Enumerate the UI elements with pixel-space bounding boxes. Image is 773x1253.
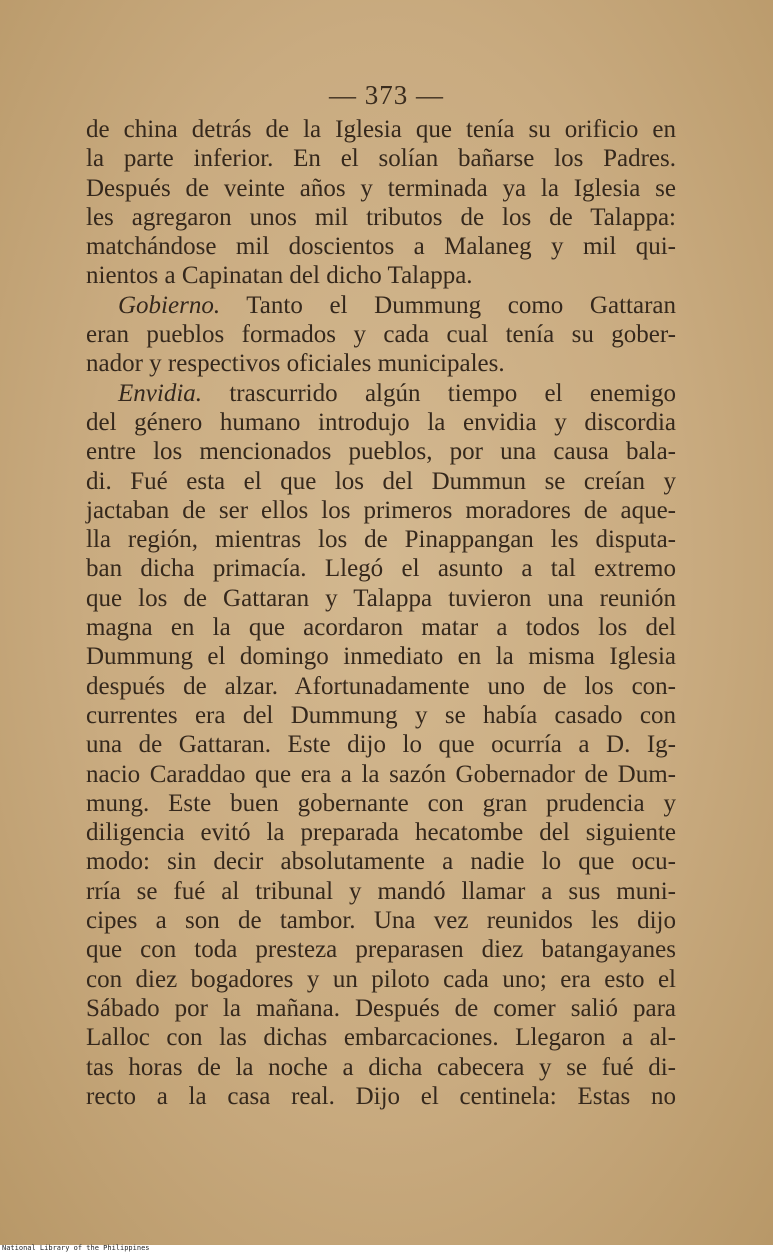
text-line: cipes a son de tambor. Una vez reunidos les dijo xyxy=(86,907,676,935)
text-line: nacio Caraddao que era a la sazón Gobernador de Dum- xyxy=(86,760,676,788)
text-line: entre los mencionados pueblos, por una causa bala- xyxy=(86,438,676,466)
text-line: del género humano introdujo la envidia y discordia xyxy=(86,408,676,436)
text-line: nador y respectivos oficiales municipales. xyxy=(86,350,505,378)
text-line: Lalloc con las dichas embarcaciones. Llegaron a al- xyxy=(86,1024,676,1052)
text-line: que los de Gattaran y Talappa tuvieron una reunión xyxy=(86,584,676,612)
text-line: con diez bogadores y un piloto cada uno; era esto el xyxy=(86,965,676,993)
section-heading-envidia: Envidia. xyxy=(118,379,203,407)
text-line: jactaban de ser ellos los primeros moradores de aque- xyxy=(86,496,676,524)
footer-strip xyxy=(0,1245,773,1253)
text-line: Sábado por la mañana. Después de comer salió para xyxy=(86,994,676,1022)
text-line-rest: trascurrido algún tiempo el enemigo xyxy=(202,379,676,407)
section-line-envidia xyxy=(86,379,676,408)
text-line: después de alzar. Afortunadamente uno de los con- xyxy=(86,672,676,700)
text-line: rría se fué al tribunal y mandó llamar a sus muni- xyxy=(86,877,676,905)
section-heading-gobierno: Gobierno. xyxy=(118,291,221,319)
text-line: Dummung el domingo inmediato en la misma Iglesia xyxy=(86,643,676,671)
text-line: de china detrás de la Iglesia que tenía su orificio en xyxy=(86,116,676,143)
text-line: la parte inferior. En el solían bañarse los Padres. xyxy=(86,145,676,173)
body-text xyxy=(86,115,676,1111)
text-line: magna en la que acordaron matar a todos los del xyxy=(86,614,676,642)
text-line: Después de veinte años y terminada ya la Iglesia se xyxy=(86,174,676,202)
text-line: una de Gattaran. Este dijo lo que ocurría a D. Ig- xyxy=(86,731,676,759)
text-line: tas horas de la noche a dicha cabecera y se fué di- xyxy=(86,1053,676,1081)
text-line: ban dicha primacía. Llegó el asunto a tal extremo xyxy=(86,555,676,583)
text-line: nientos a Capinatan del dicho Talappa. xyxy=(86,262,473,290)
text-line: les agregaron unos mil tributos de los de Talappa: xyxy=(86,203,676,231)
text-line: currentes era del Dummung y se había casado con xyxy=(86,701,676,729)
page-number: — 373 — xyxy=(329,80,444,110)
text-line: di. Fué esta el que los del Dummun se creían y xyxy=(86,467,676,495)
text-line: matchándose mil doscientos a Malaneg y mil qui- xyxy=(86,233,676,261)
text-line: mung. Este buen gobernante con gran prudencia y xyxy=(86,789,676,817)
text-line: lla región, mientras los de Pinappangan les disputa- xyxy=(86,526,676,554)
text-line: modo: sin decir absolutamente a nadie lo que ocu- xyxy=(86,848,676,876)
text-line: diligencia evitó la preparada hecatombe del siguiente xyxy=(86,819,676,847)
text-line: que con toda presteza preparasen diez batangayanes xyxy=(86,936,676,964)
section-line-gobierno xyxy=(86,291,676,320)
text-line: recto a la casa real. Dijo el centinela: Estas no xyxy=(86,1082,676,1110)
text-line-rest: Tanto el Dummung como Gattaran xyxy=(220,291,676,319)
text-line: eran pueblos formados y cada cual tenía su gober- xyxy=(86,321,676,349)
library-credit: National Library of the Philippines xyxy=(2,1244,150,1252)
